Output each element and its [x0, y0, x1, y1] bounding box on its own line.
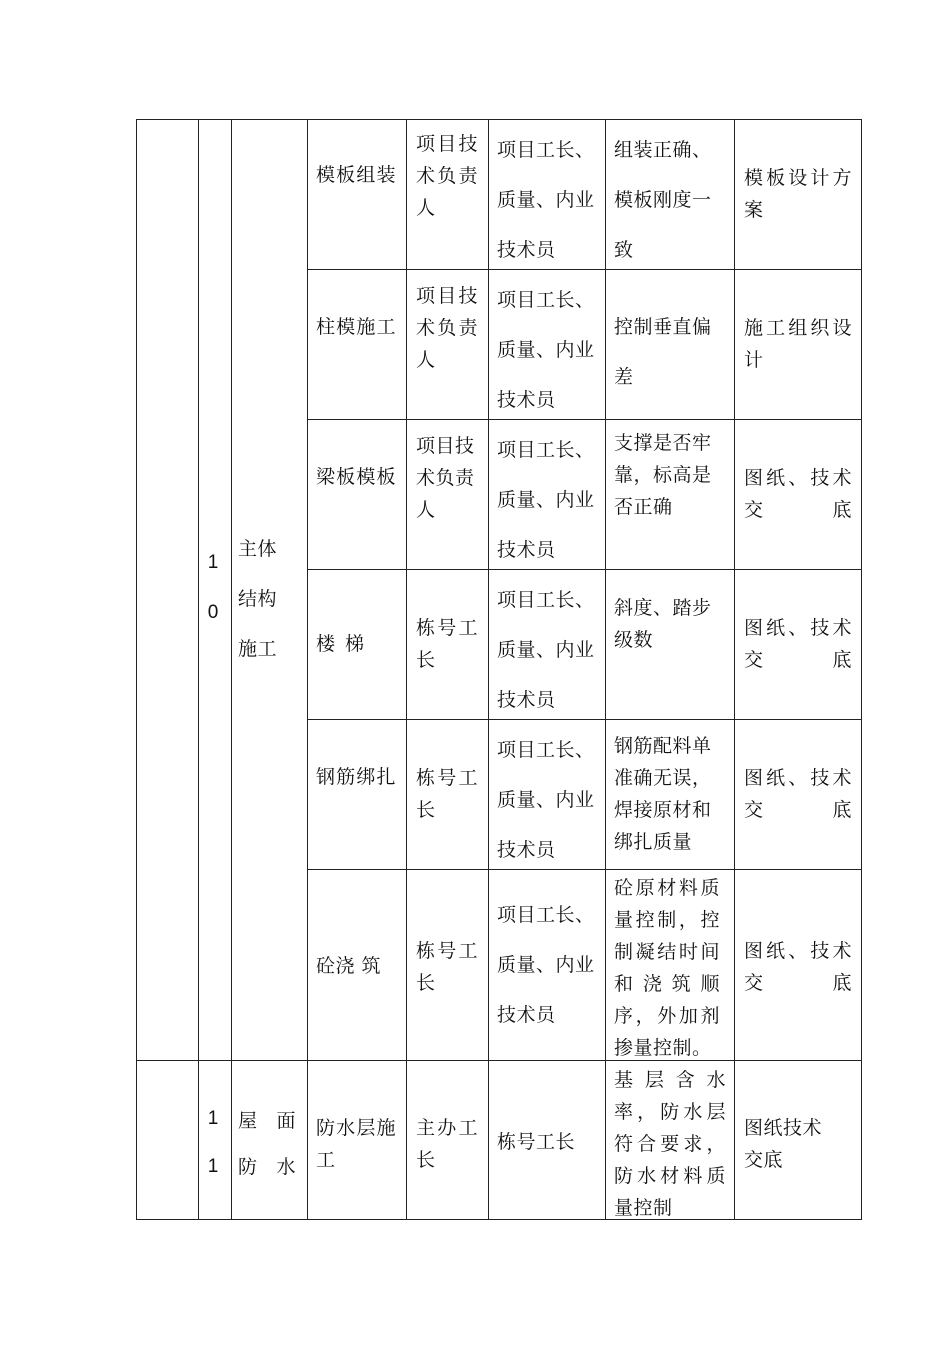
checker-cell: 项目工长、质量、内业技术员 — [497, 739, 595, 861]
basis-cell: 图纸、技术交底 — [744, 467, 852, 521]
key-point-cell: 支撑是否牢靠，标高是否正确 — [614, 432, 712, 518]
checker-cell: 项目工长、质量、内业技术员 — [497, 904, 595, 1026]
item-cell: 钢筋绑扎 — [316, 766, 396, 788]
group-number-digit-2: 1 — [207, 1156, 219, 1177]
basis-cell: 图纸、技术交底 — [744, 940, 852, 994]
responsible-cell: 栋号工长 — [416, 767, 478, 821]
key-point-cell: 基层含水率，防水层符合要求，防水材料质量控制 — [614, 1069, 726, 1219]
checker-cell: 项目工长、质量、内业技术员 — [497, 289, 595, 411]
responsible-cell: 项目技术负责人 — [416, 435, 475, 521]
responsible-cell: 主办工长 — [416, 1117, 478, 1171]
key-point-cell: 组装正确、模板刚度一致 — [614, 139, 712, 261]
responsible-cell: 栋号工长 — [416, 617, 478, 671]
basis-cell: 模板设计方案 — [744, 167, 852, 221]
item-cell: 模板组装 — [316, 164, 396, 186]
item-cell: 砼浇 筑 — [316, 955, 382, 977]
item-cell: 防水层施工 — [316, 1117, 396, 1171]
group-number-digit-2: 0 — [207, 602, 219, 623]
basis-cell: 施工组织设计 — [744, 317, 852, 371]
responsible-cell: 项目技术负责人 — [416, 133, 478, 219]
checker-cell: 项目工长、质量、内业技术员 — [497, 589, 595, 711]
key-point-cell: 钢筋配料单准确无误，焊接原材和绑扎质量 — [614, 735, 712, 853]
item-cell: 柱模施工 — [316, 316, 396, 338]
stage-cell: 主体结构施工 — [238, 538, 278, 660]
item-cell: 梁板模板 — [316, 466, 396, 488]
responsible-cell: 栋号工长 — [416, 940, 478, 994]
responsible-cell: 项目技术负责人 — [416, 285, 478, 371]
key-point-cell: 控制垂直偏差 — [614, 316, 712, 388]
group-number-digit-1: 1 — [207, 1108, 219, 1129]
basis-cell: 图纸技术交底 — [744, 1117, 823, 1171]
checker-cell: 栋号工长 — [497, 1131, 576, 1153]
checker-cell: 项目工长、质量、内业技术员 — [497, 139, 595, 261]
item-cell: 楼梯 — [316, 633, 375, 655]
key-point-cell: 斜度、踏步级数 — [614, 597, 712, 651]
group-number-digit-1: 1 — [207, 552, 219, 573]
basis-cell: 图纸、技术交底 — [744, 617, 852, 671]
stage-cell: 屋面防水 — [238, 1110, 296, 1178]
checker-cell: 项目工长、质量、内业技术员 — [497, 439, 595, 561]
basis-cell: 图纸、技术交底 — [744, 767, 852, 821]
key-point-cell: 砼原材料质量控制，控制凝结时间和浇筑顺序，外加剂掺量控制。 — [614, 877, 720, 1059]
